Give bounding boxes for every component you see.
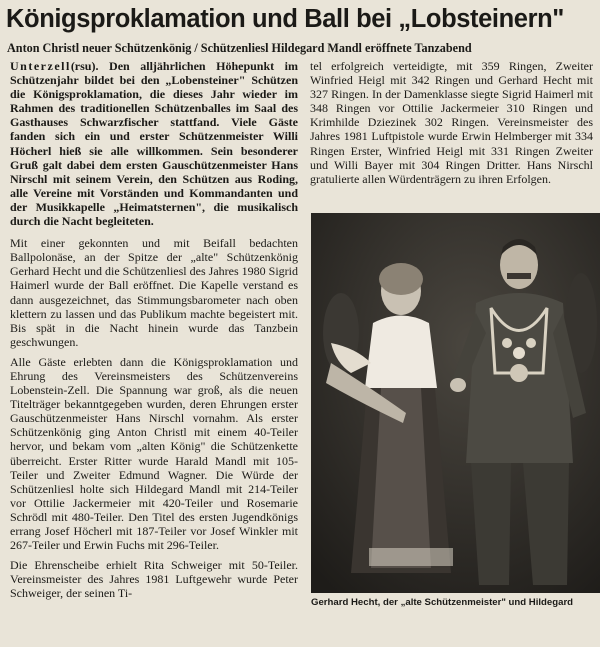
photo-caption: Gerhard Hecht, der „alte Schützenmeister" und Hildegard	[311, 597, 574, 608]
paragraph-koenigsproklamation: Alle Gäste erlebten dann die Königsproklamation und Ehrung des Vereinsmeisters des Schützenvereins Lobenstein-Zell. Die Spannung war groß, als die neuen Titelträger bekanntgegeben wurden, deren Ehrungen erster Gauschützenmeister Hans Nirschl vornahm. Als erster Schützenkönig ging Anton Christl mit einem 40-Teiler hervor, und bekam vom „alten König" die Schützenkette überreicht. Erster Ritter wurde Harald Mandl mit 105-Teiler und Zweiter Edmund Wagner. Die Würde der Schützenliesl holte sich Hildegard Mandl mit 214-Teiler vor Ottilie Jackermeier mit 420-Teiler und Rosemarie Schrödl mit 480-Teiler. Den Titel des ersten Jugendkönigs errang Josef Höcherl mit 187-Teiler vor Josef Winkler mit 267-Teiler und Erwin Fuchs mit 296-Teiler.	[10, 354, 298, 553]
article-column-right	[310, 59, 593, 186]
subheadline: Anton Christl neuer Schützenkönig / Schützenliesl Hildegard Mandl eröffnete Tanzabend	[7, 41, 472, 55]
paragraph-vereinsmeister: tel erfolgreich verteidigte, mit 359 Ringen, Zweiter Winfried Heigl mit 342 Ringen und Gerhard Hecht mit 327 Ringen. In der Damenklasse siegte Sigrid Haimerl mit 348 Ringen vor Ottilie Jackermeier 310 Ringen und Krimhilde Dziezinek 302 Ringen. Vereinsmeister des Jahres 1981 Luftpistole wurde Erwin Helmberger mit 334 Ringen Erster, Winfried Heigl mit 331 Ringen Zweiter und Willi Bayer mit 304 Ringen Dritter. Hans Nirschl gratulierte allen Würdenträgern zu ihren Erfolgen.	[310, 59, 593, 186]
paragraph-ehrenscheibe: Die Ehrenscheibe erhielt Rita Schweiger mit 50-Teiler. Vereinsmeister des Jahres 1981 Luftgewehr wurde Peter Schweiger, der seinen Ti-	[10, 558, 298, 601]
lead-paragraph	[10, 59, 298, 228]
dateline: Unterzell	[10, 59, 71, 73]
lead-text: Den alljährlichen Höhepunkt im Schützenjahr bildet bei den „Lobensteiner" Schützen die Königsproklamation, die dieses Jahr wieder im Rahmen des traditionellen Schützenballes im Saal des Gasthauses Schwarzfischer stattfand. Viele Gäste fanden sich ein und erster Schützenmeister Willi Höcherl hieß sie alle willkommen. Sein besonderer Gruß galt dabei dem ersten Gauschützenmeister Hans Nirschl mit seinem Verein, den Schützen aus Roding, alle Vereine mit Vorständen und Kommandanten und der Musikkapelle „Heimatsternen", die musikalisch durch die Nacht begleiteten.	[10, 59, 299, 229]
event-photo	[311, 213, 600, 593]
article-column-left	[10, 59, 298, 600]
agency-tag: (rsu).	[70, 59, 99, 73]
paragraph-ballpolonaise: Mit einer gekonnten und mit Beifall bedachten Ballpolonäse, an der Spitze der „alte" Schützenkönig Gerhard Hecht und die Schützenliesl des Jahres 1980 Sigrid Haimerl wurde der Ball eröffnet. Die Kapelle verstand es dann ausgezeichnet, das Stimmungsbarometer nach oben klettern zu lassen und das Publikum machte begeistert mit. Bis spät in die Nacht hinein wurde das Tanzbein geschwungen.	[10, 236, 298, 349]
headline: Königsproklamation und Ball bei „Lobsteinern"	[6, 5, 564, 33]
